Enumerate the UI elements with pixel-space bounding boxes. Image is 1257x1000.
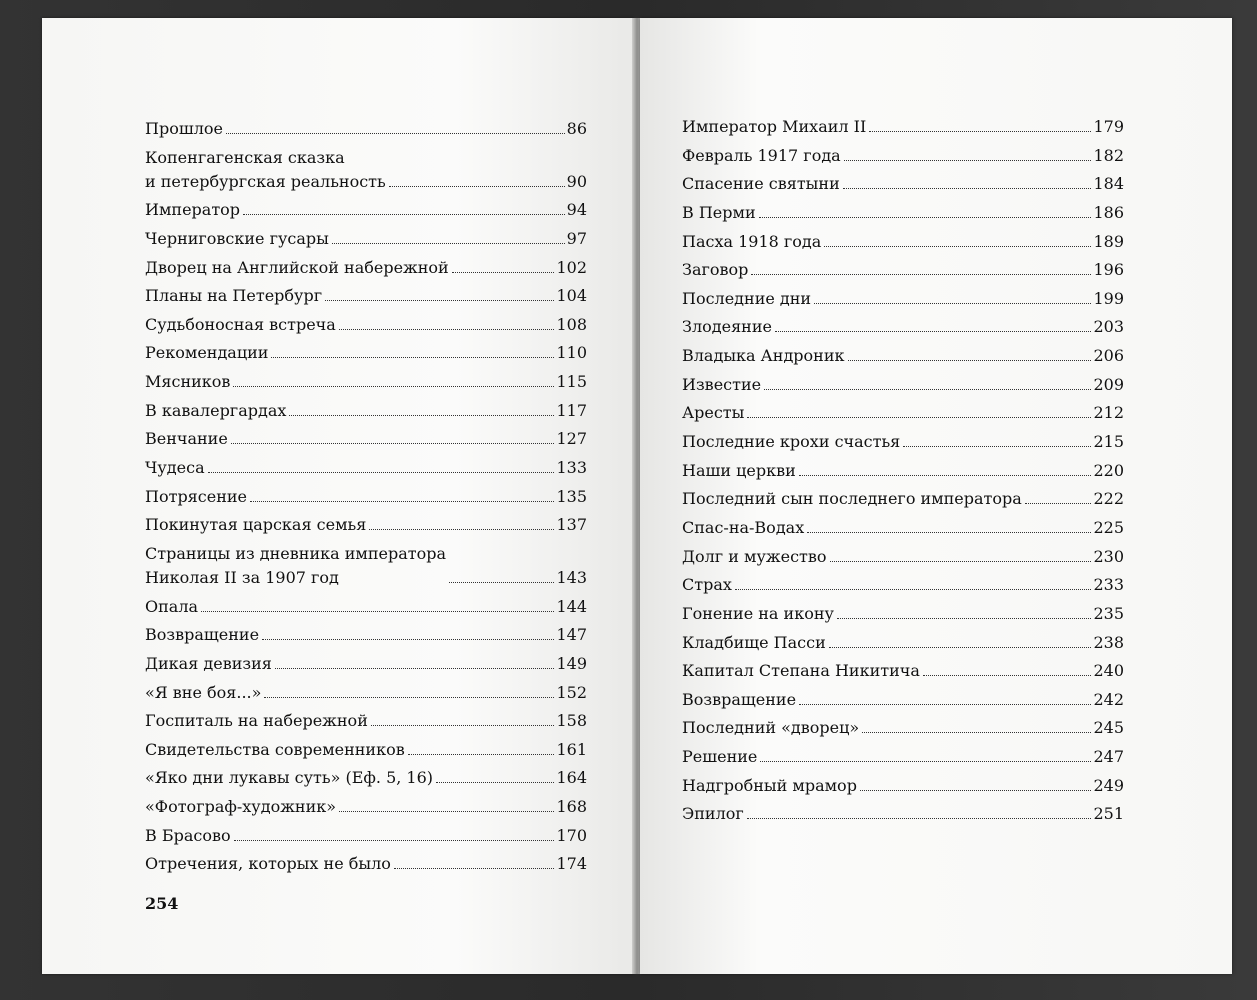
toc-entry-title: Февраль 1917 года: [682, 145, 841, 165]
toc-entry-title: Потрясение: [145, 486, 247, 506]
dot-leader: [1025, 503, 1092, 504]
toc-entry: [145, 766, 587, 790]
toc-entry-title: Прошлое: [145, 119, 223, 138]
toc-entry-page: 179: [1093, 117, 1124, 136]
dot-leader: [735, 589, 1092, 590]
toc-entry-page: 215: [1093, 432, 1124, 452]
dot-leader: [289, 415, 554, 416]
dot-leader: [764, 389, 1091, 390]
dot-leader: [869, 131, 1091, 132]
toc-entry-page: 127: [556, 429, 587, 449]
dot-leader: [830, 561, 1092, 562]
dot-leader: [844, 160, 1092, 161]
toc-entry-title: Госпиталь на набережной: [145, 711, 368, 731]
dot-leader: [250, 501, 554, 502]
toc-entry-title: Наши церкви: [682, 460, 796, 480]
toc-entry: [682, 115, 1124, 139]
toc-entry-page: 189: [1093, 231, 1124, 251]
toc-entry-title: Капитал Степана Никитича: [682, 661, 920, 681]
toc-entry: [682, 230, 1124, 254]
dot-leader: [775, 331, 1091, 332]
toc-entry-page: 161: [556, 739, 587, 759]
toc-entry-title-line: Николая II за 1907 год: [145, 567, 339, 587]
toc-entry-title: Последний сын последнего императора: [682, 489, 1022, 509]
toc-entry: [145, 738, 587, 762]
dot-leader: [332, 243, 565, 244]
toc-entry-page: 164: [556, 768, 587, 788]
toc-entry-page: 115: [556, 372, 587, 392]
toc-entry: [145, 284, 587, 308]
toc-entry-title: В кавалергардах: [145, 400, 287, 420]
dot-leader: [262, 639, 554, 640]
toc-entry-title: Спас-на-Водах: [682, 517, 805, 537]
toc-entry-title: Аресты: [682, 403, 745, 423]
toc-entry-page: 97: [566, 228, 587, 248]
toc-entry-page: 108: [556, 314, 587, 334]
toc-entry: [682, 716, 1124, 740]
toc-entry-title: Дворец на Английской набережной: [145, 257, 449, 277]
toc-entry: [682, 287, 1124, 311]
toc-entry-page: 222: [1093, 489, 1124, 509]
toc-entry-title: «Яко дни лукавы суть» (Еф. 5, 16): [145, 768, 434, 788]
toc-entry: [145, 513, 587, 537]
toc-entry: [682, 487, 1124, 511]
toc-entry-title: Возвращение: [682, 689, 797, 709]
toc-entry: [682, 201, 1124, 225]
dot-leader: [747, 417, 1091, 418]
toc-entry-title: Венчание: [145, 429, 228, 449]
toc-entry: [145, 341, 587, 365]
toc-entry-page: 149: [556, 653, 587, 673]
toc-entry: [145, 542, 587, 590]
dot-leader: [848, 360, 1092, 361]
dot-leader: [747, 818, 1092, 819]
toc-entry: [145, 623, 587, 647]
dot-leader: [751, 274, 1091, 275]
toc-entry-page: 90: [566, 171, 587, 191]
toc-entry-page: 184: [1093, 174, 1124, 194]
toc-entry: [682, 602, 1124, 626]
dot-leader: [923, 675, 1092, 676]
right-page: [640, 18, 1232, 974]
toc-entry-page: 245: [1093, 718, 1124, 738]
toc-entry-page: 182: [1093, 145, 1124, 165]
toc-entry-page: 199: [1093, 288, 1124, 308]
dot-leader: [339, 811, 554, 812]
toc-entry-title: «Я вне боя...»: [145, 682, 262, 702]
toc-entry-page: 235: [1093, 603, 1124, 623]
toc-entry-page: 233: [1093, 575, 1124, 595]
toc-entry-title: Чудеса: [145, 458, 205, 478]
page-number: 254: [145, 894, 179, 913]
toc-entry: [145, 485, 587, 509]
toc-entry: [145, 198, 587, 222]
toc-entry-title: Злодеяние: [682, 317, 772, 337]
dot-leader: [799, 704, 1091, 705]
toc-entry-page: 158: [556, 711, 587, 731]
toc-entry-title: Император: [145, 200, 241, 220]
toc-entry-title: Черниговские гусары: [145, 228, 329, 248]
dot-leader: [408, 754, 555, 755]
dot-leader: [339, 329, 555, 330]
toc-entry-title: Гонение на икону: [682, 603, 834, 623]
toc-entry-page: 251: [1093, 804, 1124, 824]
toc-entry-title: [145, 542, 446, 590]
toc-entry-page: 247: [1093, 747, 1124, 767]
toc-entry: [682, 631, 1124, 655]
toc-entry-page: 220: [1093, 460, 1124, 480]
toc-list-right: [682, 115, 1124, 831]
dot-leader: [449, 582, 554, 583]
toc-entry: [145, 709, 587, 733]
toc-entry-title-line: и петербургская реальность: [145, 171, 386, 191]
toc-entry-page: 94: [566, 200, 587, 220]
toc-entry-title: Дикая девизия: [145, 653, 272, 673]
dot-leader: [325, 300, 554, 301]
toc-entry-page: 147: [556, 625, 587, 645]
toc-entry-title: Император Михаил II: [682, 117, 867, 136]
toc-entry: [145, 256, 587, 280]
dot-leader: [394, 868, 555, 869]
dot-leader: [226, 133, 565, 134]
toc-entry: [682, 573, 1124, 597]
toc-entry-page: 240: [1093, 661, 1124, 681]
toc-entry: [682, 430, 1124, 454]
toc-entry-page: 174: [556, 854, 587, 874]
dot-leader: [807, 532, 1091, 533]
toc-entry: [682, 545, 1124, 569]
toc-entry-title: Кладбище Пасси: [682, 632, 826, 652]
toc-entry-page: 196: [1093, 260, 1124, 280]
toc-entry-title: [145, 146, 386, 194]
toc-entry-page: 170: [556, 825, 587, 845]
toc-entry: [682, 459, 1124, 483]
toc-entry: [682, 745, 1124, 769]
toc-entry-title: Свидетельства современников: [145, 739, 405, 759]
toc-entry-page: 135: [556, 486, 587, 506]
toc-entry-page: 152: [556, 682, 587, 702]
dot-leader: [271, 357, 554, 358]
dot-leader: [799, 475, 1092, 476]
toc-entry: [145, 681, 587, 705]
toc-entry: [145, 146, 587, 194]
toc-entry-title: Последние крохи счастья: [682, 432, 901, 452]
toc-entry-page: 186: [1093, 202, 1124, 222]
toc-entry-title: Владыка Андроник: [682, 346, 845, 366]
dot-leader: [234, 840, 555, 841]
toc-entry-page: 110: [556, 343, 587, 363]
dot-leader: [903, 446, 1091, 447]
toc-entry-page: 168: [556, 797, 587, 817]
toc-entry-page: 144: [556, 596, 587, 616]
toc-entry-title: Последний «дворец»: [682, 718, 860, 738]
toc-entry-page: 225: [1093, 517, 1124, 537]
toc-entry-title: Эпилог: [682, 804, 744, 824]
toc-entry-title: Решение: [682, 747, 758, 767]
toc-entry-title: Судьбоносная встреча: [145, 314, 336, 334]
dot-leader: [824, 246, 1091, 247]
dot-leader: [829, 647, 1092, 648]
toc-entry-title: В Брасово: [145, 825, 231, 845]
dot-leader: [759, 217, 1092, 218]
toc-entry-title: Опала: [145, 596, 199, 616]
toc-entry-title: Заговор: [682, 260, 749, 280]
toc-entry-title: Пасха 1918 года: [682, 231, 822, 251]
dot-leader: [201, 611, 554, 612]
dot-leader: [843, 188, 1092, 189]
left-page: [42, 18, 634, 974]
toc-entry: [682, 373, 1124, 397]
dot-leader: [208, 472, 555, 473]
toc-entry: [682, 258, 1124, 282]
dot-leader: [837, 618, 1092, 619]
toc-entry-title-line: Копенгагенская сказка: [145, 147, 345, 167]
toc-entry-page: 117: [556, 400, 587, 420]
toc-entry: [682, 659, 1124, 683]
toc-entry-title: Отречения, которых не было: [145, 854, 391, 874]
toc-entry-page: 242: [1093, 689, 1124, 709]
toc-entry: [145, 852, 587, 876]
toc-entry: [682, 401, 1124, 425]
toc-entry-title: Последние дни: [682, 288, 812, 308]
dot-leader: [814, 303, 1091, 304]
toc-entry: [145, 824, 587, 848]
toc-entry-page: 238: [1093, 632, 1124, 652]
dot-leader: [862, 732, 1091, 733]
toc-entry-page: 212: [1093, 403, 1124, 423]
toc-entry: [682, 774, 1124, 798]
toc-entry: [682, 802, 1124, 826]
toc-entry-page: 230: [1093, 546, 1124, 566]
toc-entry: [682, 344, 1124, 368]
dot-leader: [452, 272, 555, 273]
toc-entry: [682, 688, 1124, 712]
toc-entry: [682, 516, 1124, 540]
toc-entry: [682, 172, 1124, 196]
toc-entry: [145, 370, 587, 394]
toc-entry-title: В Перми: [682, 202, 756, 222]
toc-entry: [145, 227, 587, 251]
toc-entry-title: Планы на Петербург: [145, 286, 323, 306]
dot-leader: [231, 443, 555, 444]
dot-leader: [275, 668, 555, 669]
toc-entry-title: Возвращение: [145, 625, 260, 645]
toc-entry-page: 104: [556, 286, 587, 306]
dot-leader: [860, 790, 1092, 791]
dot-leader: [389, 186, 565, 187]
toc-entry-title: Рекомендации: [145, 343, 269, 363]
toc-list-left: [145, 117, 587, 881]
toc-entry-title: Известие: [682, 374, 762, 394]
toc-entry-page: 133: [556, 458, 587, 478]
toc-entry-page: 206: [1093, 346, 1124, 366]
toc-entry-title: Покинутая царская семья: [145, 515, 367, 535]
toc-entry-title: Долг и мужество: [682, 546, 827, 566]
toc-entry-page: 249: [1093, 775, 1124, 795]
toc-entry-title: Страх: [682, 575, 732, 595]
toc-entry-page: 102: [556, 257, 587, 277]
toc-entry: [145, 652, 587, 676]
dot-leader: [233, 386, 554, 387]
dot-leader: [371, 725, 555, 726]
toc-entry-page: 137: [556, 515, 587, 535]
toc-entry-title: «Фотограф-художник»: [145, 797, 337, 817]
toc-entry-page: 203: [1093, 317, 1124, 337]
dot-leader: [760, 761, 1091, 762]
toc-entry: [145, 595, 587, 619]
dot-leader: [369, 529, 554, 530]
toc-entry-title-line: Страницы из дневника императора: [145, 543, 447, 563]
toc-entry-page: 143: [556, 567, 587, 587]
toc-entry: [145, 795, 587, 819]
dot-leader: [264, 697, 554, 698]
toc-entry-title: Спасение святыни: [682, 174, 840, 194]
toc-entry-page: 86: [566, 119, 587, 138]
toc-entry: [145, 117, 587, 141]
toc-entry: [682, 315, 1124, 339]
toc-entry-title: Надгробный мрамор: [682, 775, 857, 795]
toc-entry: [145, 399, 587, 423]
toc-entry-title: Мясников: [145, 372, 231, 392]
toc-entry: [145, 456, 587, 480]
toc-entry: [682, 144, 1124, 168]
dot-leader: [436, 782, 554, 783]
toc-entry-page: 209: [1093, 374, 1124, 394]
toc-entry: [145, 313, 587, 337]
dot-leader: [243, 214, 565, 215]
toc-entry: [145, 427, 587, 451]
